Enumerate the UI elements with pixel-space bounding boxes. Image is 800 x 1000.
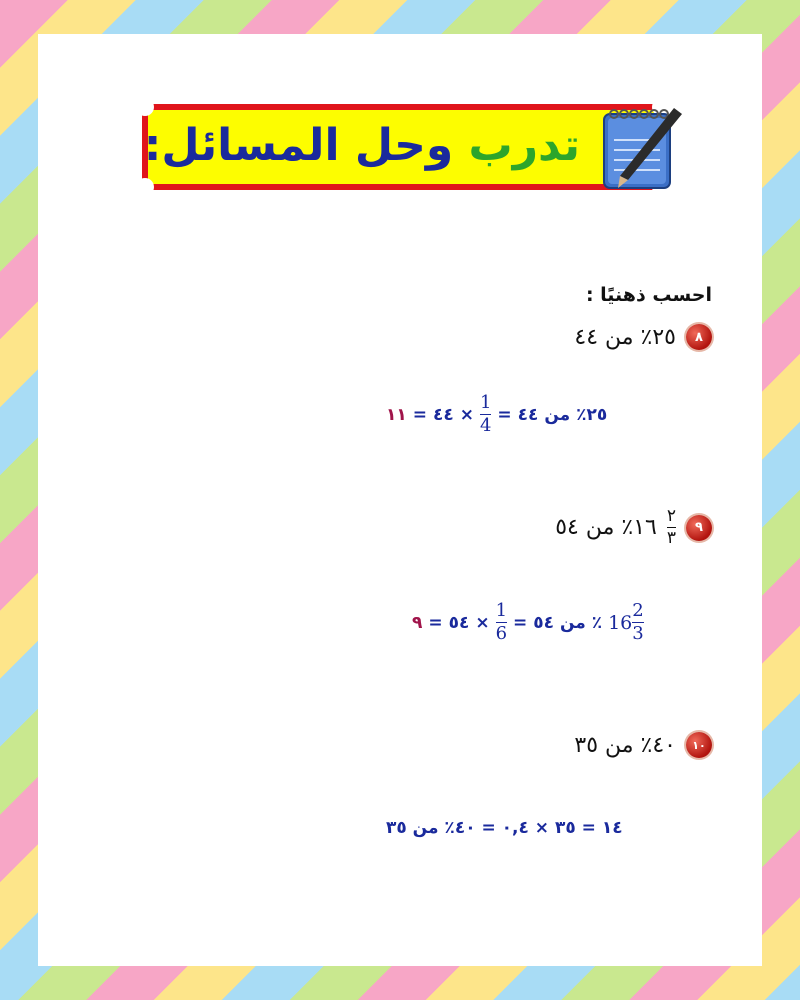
question-8 (574, 324, 712, 350)
banner-title-solve: وحل المسائل: (143, 120, 469, 171)
question-fraction: $\frac{٢}{٣}$ (666, 506, 676, 548)
answer-expression: ١٤ = ٣٥ × ٠,٤ = ٤٠٪ من ٣٥ (386, 818, 623, 838)
answer-result: ١١ (386, 404, 407, 425)
banner-title-practice: تدرب (468, 120, 580, 171)
answer-lhs: ٪ من ٥٤ (533, 612, 603, 633)
section-banner (142, 104, 664, 190)
mixed-number-whole: 16 (608, 611, 633, 634)
question-number-badge: ١٠ (686, 732, 712, 758)
question-text: ٢٥٪ من ٤٤ (574, 324, 676, 350)
question-10 (574, 732, 712, 758)
equals-sign: = (412, 404, 428, 425)
answer-result: ٩ (412, 612, 423, 633)
answer-8 (386, 394, 607, 435)
question-9 (555, 508, 712, 547)
instruction-text: احسب ذهنيًا : (585, 284, 712, 306)
banner-title (144, 116, 580, 176)
multiplication-term: ٥٤ × (448, 612, 490, 633)
equals-sign: = (428, 612, 443, 633)
equals-sign: = (497, 404, 512, 425)
question-text: ١٦٪ من ٥٤ (555, 515, 657, 540)
answer-10 (386, 818, 623, 838)
question-text: ٤٠٪ من ٣٥ (574, 732, 676, 758)
question-number-badge: ٨ (686, 324, 712, 350)
notebook-pen-icon (594, 100, 686, 196)
fraction-one-sixth: $\frac{1}{6}$ (495, 600, 508, 644)
multiplication-term: ٤٤ × (433, 404, 474, 425)
worksheet-page (38, 34, 762, 966)
answer-9 (412, 602, 644, 643)
question-number-badge: ٩ (686, 515, 712, 541)
answer-lhs: ٢٥٪ من ٤٤ (517, 404, 608, 425)
mixed-number-fraction: $\frac{2}{3}$ (632, 600, 644, 644)
fraction-one-quarter: $\frac{1}{4}$ (479, 392, 492, 436)
equals-sign: = (513, 612, 528, 633)
